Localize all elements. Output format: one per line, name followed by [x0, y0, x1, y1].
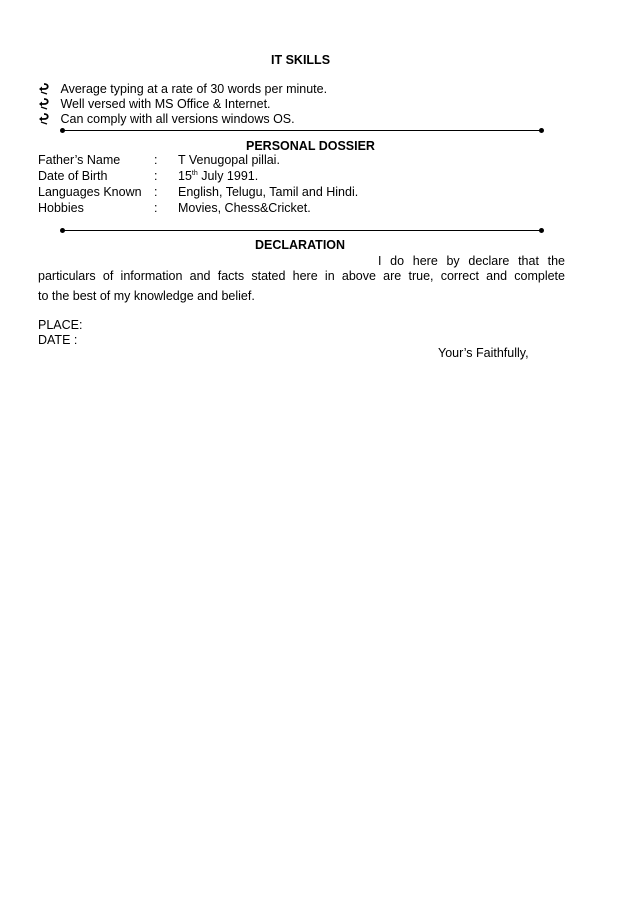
- dossier-value: Movies, Chess&Cricket.: [178, 201, 311, 215]
- dossier-value: English, Telugu, Tamil and Hindi.: [178, 185, 359, 199]
- dossier-row: [38, 169, 258, 183]
- dossier-label: Date of Birth: [38, 169, 108, 183]
- declaration-heading: DECLARATION: [255, 238, 346, 252]
- dossier-label: Hobbies: [38, 201, 84, 215]
- declaration-line-1: I do here by declare that the: [378, 254, 565, 268]
- date-label: DATE :: [38, 333, 78, 347]
- it-skills-heading: IT SKILLS: [271, 53, 331, 67]
- skill-item: [38, 82, 327, 96]
- dossier-sep: :: [154, 153, 158, 167]
- personal-dossier-heading: PERSONAL DOSSIER: [246, 139, 375, 153]
- dossier-label: Father’s Name: [38, 153, 121, 167]
- skill-item: [38, 97, 271, 111]
- skill-text: Average typing at a rate of 30 words per minute.: [60, 82, 328, 96]
- dossier-sep: :: [154, 201, 158, 215]
- arrow-return-icon: [38, 98, 50, 110]
- skill-text: Well versed with MS Office & Internet.: [60, 97, 271, 111]
- place-label: PLACE:: [38, 318, 83, 332]
- dossier-row: [38, 201, 311, 215]
- dossier-row: [38, 185, 358, 199]
- closing-text: Your’s Faithfully,: [438, 346, 529, 360]
- arrow-return-icon: [38, 113, 50, 125]
- arrow-return-icon: [38, 83, 50, 95]
- skill-item: [38, 112, 295, 126]
- dossier-sep: :: [154, 169, 158, 183]
- declaration-line-3: to the best of my knowledge and belief.: [38, 289, 255, 303]
- dossier-value: 15th July 1991.: [178, 169, 259, 183]
- dossier-sep: :: [154, 185, 158, 199]
- declaration-line-2: particulars of information and facts stated here in above are true, correct and complete: [38, 269, 565, 283]
- dossier-label: Languages Known: [38, 185, 142, 199]
- section-divider: [60, 225, 544, 237]
- dossier-row: [38, 153, 280, 167]
- dossier-value: T Venugopal pillai.: [178, 153, 280, 167]
- skill-text: Can comply with all versions windows OS.: [60, 112, 295, 126]
- section-divider: [60, 125, 544, 137]
